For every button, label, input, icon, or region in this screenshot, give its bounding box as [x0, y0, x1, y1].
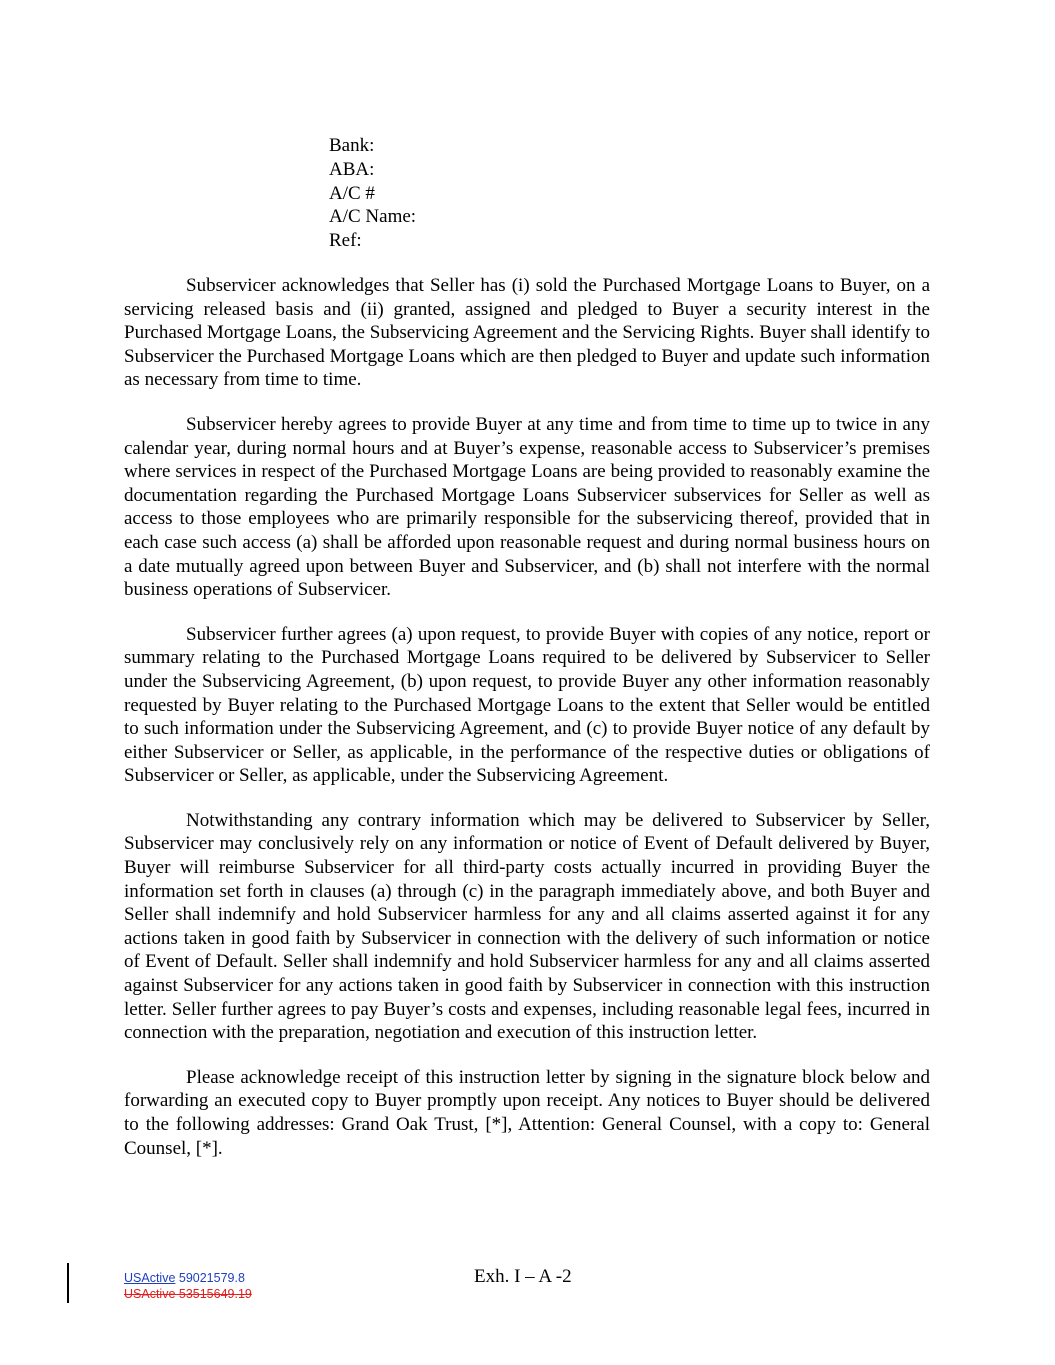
wire-account-number-label: A/C # — [329, 182, 375, 204]
paragraph-reporting-obligations: Subservicer further agrees (a) upon request, to provide Buyer with copies of any notice, report or summary relating to the Purchased Mortgage Loans required to be delivered by Subservicer to Seller under the Subservicing Agreement, (b) upon request, to provide Buyer any other information reasonably requested by Buyer relating to the Purchased Mortgage Loans to the extent that Seller would be entitled to such information under the Subservicing Agreement, and (c) to provide Buyer notice of any default by either Subservicer or Seller, as applicable, in the performance of the respective duties or obligations of Subservicer or Seller, as applicable, under the Subservicing Agreement. — [124, 623, 930, 787]
document-id-block — [124, 1270, 252, 1302]
paragraph-acknowledgment-of-sale: Subservicer acknowledges that Seller has (i) sold the Purchased Mortgage Loans to Buyer, on a servicing released basis and (ii) granted, assigned and pledged to Buyer a security interest in the Purchased Mortgage Loans, the Subservicing Agreement and the Servicing Rights. Buyer shall identify to Subservicer the Purchased Mortgage Loans which are then pledged to Buyer and update such information as necessary from time to time. — [124, 275, 930, 391]
document-id-deleted: USActive 53515649.19 — [124, 1287, 252, 1301]
letter-body — [124, 274, 930, 1181]
wire-account-name-label: A/C Name: — [329, 206, 417, 228]
page-number: Exh. I – A -2 — [474, 1266, 572, 1287]
paragraph-buyer-access: Subservicer hereby agrees to provide Buyer at any time and from time to time up to twice in any calendar year, during normal hours and at Buyer’s expense, reasonable access to Subservicer’s premises where services in respect of the Purchased Mortgage Loans are being provided to reasonably examine the documentation regarding the Purchased Mortgage Loans Subservicer subservices for Seller as well as access to those employees who are primarily responsible for the subservicing thereof, provided that in each case such access (a) shall be afforded upon reasonable request and during normal business hours on a date mutually agreed upon between Buyer and Subservicer, and (b) shall not interfere with the normal business operations of Subservicer. — [124, 413, 930, 601]
wire-instructions-block — [329, 134, 416, 253]
document-id-current-prefix: USActive — [124, 1271, 176, 1285]
wire-reference-label: Ref: — [329, 230, 362, 252]
paragraph-indemnification: Notwithstanding any contrary information which may be delivered to Subservicer by Seller, Subservicer may conclusively rely on any information or notice of Event of Default delivered by Buyer, Buyer will reimburse Subservicer for all third-party costs actually incurred in providing Buyer the information set forth in clauses (a) through (c) in the paragraph immediately above, and both Buyer and Seller shall indemnify and hold Subservicer harmless for any and all claims asserted against it for any actions taken in good faith by Subservicer in connection with the delivery of such information or notice of Event of Default. Seller shall indemnify and hold Subservicer harmless for any and all claims asserted against Subservicer for any actions taken in good faith by Subservicer in connection with this instruction letter. Seller further agrees to pay Buyer’s costs and expenses, including reasonable legal fees, incurred in connection with the preparation, negotiation and execution of this instruction letter. — [124, 809, 930, 1044]
wire-aba-label: ABA: — [329, 158, 375, 180]
document-id-current — [124, 1270, 252, 1286]
revision-change-bar — [67, 1263, 69, 1303]
wire-bank-label: Bank: — [329, 135, 375, 156]
document-id-current-number: 59021579.8 — [175, 1271, 245, 1285]
paragraph-acknowledge-receipt: Please acknowledge receipt of this instruction letter by signing in the signature block below and forwarding an executed copy to Buyer promptly upon receipt. Any notices to Buyer should be delivered to the following addresses: Grand Oak Trust, [*], Attention: General Counsel, with a copy to: General Counsel, [*]. — [124, 1066, 930, 1159]
